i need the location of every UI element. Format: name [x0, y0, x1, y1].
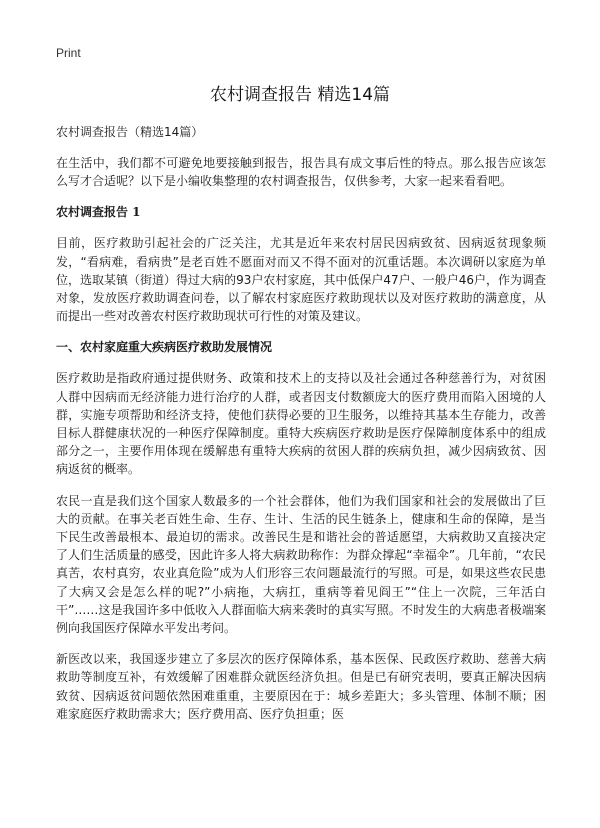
section-1-heading: 一、农村家庭重大疾病医疗救助发展情况: [56, 340, 273, 355]
section-1-paragraph-1: 医疗救助是指政府通过提供财务、政策和技术上的支持以及社会通过各种慈善行为，对贫困人群中因病而无经济能力进行治疗的人群，或者因支付数额庞大的医疗费用而陷入困境的人群，实施专项帮助和经济支持，使他们获得必要的卫生服务，以维持其基本生存能力，改善目标人群健康状况的一种医疗保障制度。重特大疾病医疗救助是医疗保障制度体系中的组成部分之一，主要作用体现在缓解患有重特大疾病的贫困人群的疾病负担，减少因病致贫、因病返贫的概率。: [56, 371, 546, 477]
section-1-paragraph-2: 农民一直是我们这个国家人数最多的一个社会群体，他们为我们国家和社会的发展做出了巨大的贡献。在事关老百姓生命、生存、生计、生活的民生链条上，健康和生命的保障，是当下民生改善最根本、最迫切的需求。改善民生是和谐社会的普适愿望，大病救助又直接决定了人们生活质量的感受，因此许多人将大病救助称作：为群众撑起“幸福伞”。几年前，“农民真苦，农村真穷，农业真危险”成为人们形容三农问题最流行的写照。可是，如果这些农民患了大病又会是怎么样的呢?”小病拖，大病扛，重病等着见阎王”“住上一次院，三年活白干”……这是我国许多中低收入人群面临大病来袭时的真实写照。不时发生的大病患者极端案例向我国医疗保障水平发出考问。: [56, 493, 546, 636]
section-1-paragraph-3: 新医改以来，我国逐步建立了多层次的医疗保障体系，基本医保、民政医疗救助、慈善大病救助等制度互补，有效缓解了困难群众就医经济负担。但是已有研究表明，要真正解决因病致贫、因病返贫问题依然困难重重，主要原因在于：城乡差距大；多头管理、体制不顺；困难家庭医疗救助需求大；医疗费用高、医疗负担重；医: [56, 652, 546, 721]
report-1-paragraph: 目前，医疗救助引起社会的广泛关注，尤其是近年来农村居民因病致贫、因病返贫现象频发，“看病难，看病贵”是老百姓不愿面对而又不得不面对的沉重话题。本次调研以家庭为单位，选取某镇（街道）得过大病的93户农村家庭，其中低保户47户、一般户46户，作为调查对象，发放医疗救助调查问卷，以了解农村家庭医疗救助现状以及对医疗救助的满意度，从而提出一些对改善农村医疗救助现状可行性的对策及建议。: [56, 236, 546, 324]
document-body: [56, 123, 546, 736]
document-subtitle: 农村调查报告（精选14篇）: [56, 125, 204, 139]
intro-paragraph: 在生活中，我们都不可避免地要接触到报告，报告具有成文事后性的特点。那么报告应该怎么写才合适呢？以下是小编收集整理的农村调查报告，仅供参考，大家一起来看看吧。: [56, 156, 546, 189]
report-1-heading: 农村调查报告 1: [56, 205, 141, 220]
page-title: 农村调查报告 精选14篇: [209, 85, 391, 105]
print-label: Print: [56, 46, 81, 60]
